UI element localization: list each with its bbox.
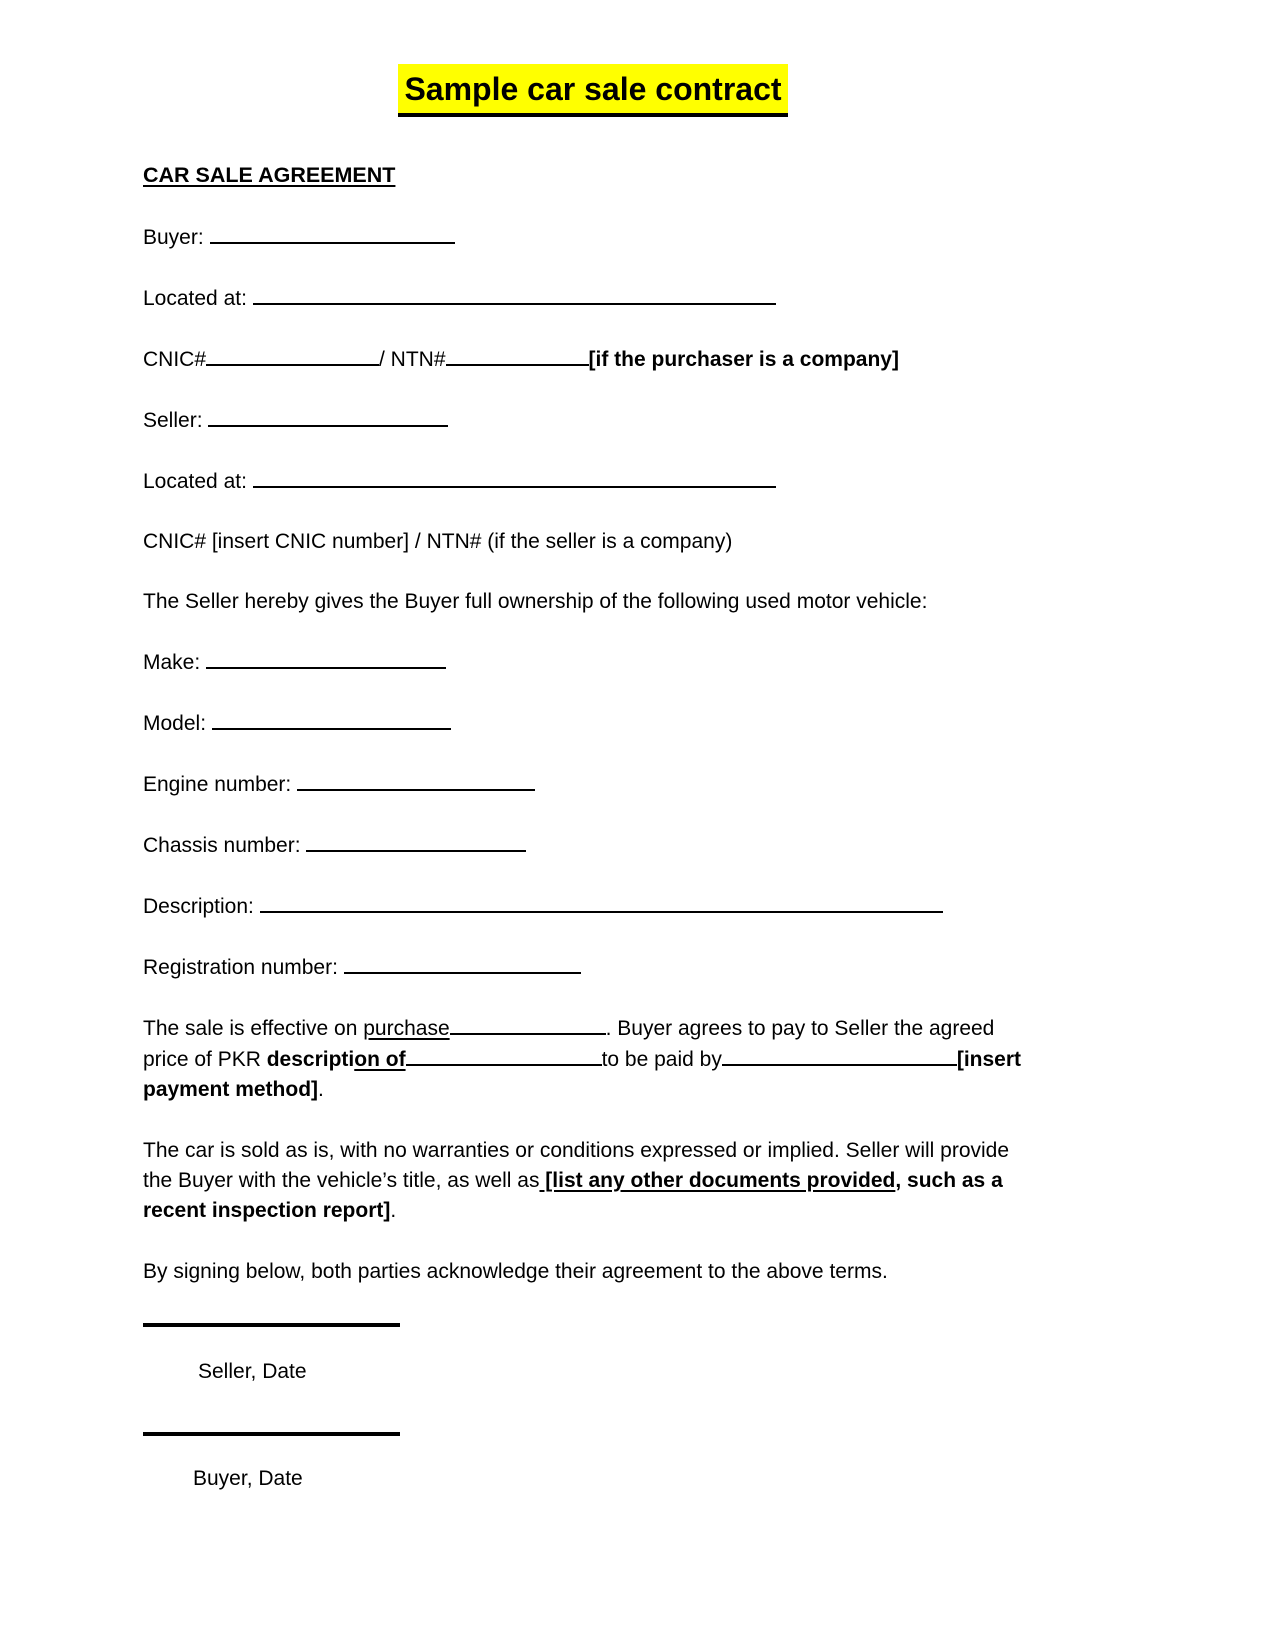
seller-signature-label: Seller, Date — [198, 1360, 307, 1383]
seller-located-blank — [253, 466, 776, 488]
buyer-blank — [210, 222, 455, 244]
make-blank — [206, 647, 446, 669]
seller-located-label: Located at: — [143, 470, 247, 493]
field-buyer-cnic — [143, 344, 1043, 375]
field-registration-number — [143, 952, 1043, 983]
chassis-label: Chassis number: — [143, 834, 301, 857]
sale-date-blank — [450, 1013, 606, 1035]
field-seller-cnic — [143, 527, 1043, 557]
field-model — [143, 708, 1043, 739]
buyer-label: Buyer: — [143, 226, 204, 249]
buyer-cnic-prefix: CNIC# — [143, 348, 207, 371]
sale-payment-blank — [722, 1044, 957, 1066]
sale-run-8: . — [318, 1078, 324, 1101]
asis-documents-placeholder: [list any other documents provided — [539, 1169, 896, 1192]
sale-terms-paragraph — [143, 1013, 1043, 1105]
engine-label: Engine number: — [143, 773, 292, 796]
description-label: Description: — [143, 895, 254, 918]
intro-line — [143, 587, 1043, 617]
field-engine-number — [143, 769, 1043, 800]
seller-label: Seller: — [143, 409, 203, 432]
field-seller — [143, 405, 1043, 436]
signing-statement: By signing below, both parties acknowledge their agreement to the above terms. — [143, 1260, 888, 1283]
seller-signature-line — [143, 1323, 400, 1327]
field-chassis-number — [143, 830, 1043, 861]
asis-run-4: . — [390, 1199, 397, 1222]
field-buyer-located — [143, 283, 1043, 314]
buyer-signature-line — [143, 1432, 400, 1436]
field-description — [143, 891, 1043, 922]
description-blank — [260, 891, 943, 913]
page-title: Sample car sale contract — [398, 64, 787, 117]
sale-effective-date-value: purchase — [363, 1017, 450, 1040]
sale-run-3: . Buyer agrees to pay to Seller the agreed price of PKR — [143, 1017, 995, 1071]
sale-price-placeholder-b: on of — [354, 1048, 406, 1071]
sale-price-placeholder-a: descripti — [266, 1048, 355, 1071]
document-body — [143, 160, 1043, 1494]
sale-payment-method-note: [insert payment method] — [143, 1048, 1022, 1101]
buyer-cnic-note: [if the purchaser is a company] — [588, 348, 899, 371]
field-buyer — [143, 222, 1043, 253]
sale-price-blank — [406, 1044, 602, 1066]
model-blank — [212, 708, 451, 730]
seller-cnic-text: CNIC# [insert CNIC number] / NTN# (if the seller is a company) — [143, 530, 733, 553]
engine-blank — [297, 769, 535, 791]
registration-label: Registration number: — [143, 956, 338, 979]
registration-blank — [344, 952, 581, 974]
buyer-located-blank — [253, 283, 776, 305]
sale-run-1: The sale is effective on — [143, 1017, 364, 1040]
title-row — [143, 64, 1043, 118]
intro-text: The Seller hereby gives the Buyer full ownership of the following used motor vehicle: — [143, 590, 928, 613]
asis-run-1: The car is sold as is, with no warranties or conditions expressed or implied. Seller will provide the Buyer with the vehicle’s title, as well as — [143, 1139, 1010, 1192]
seller-blank — [208, 405, 448, 427]
chassis-blank — [306, 830, 526, 852]
sale-run-6: to be paid by — [601, 1048, 722, 1071]
buyer-ntn-blank — [446, 344, 589, 366]
section-heading: CAR SALE AGREEMENT — [143, 163, 396, 187]
as-is-paragraph — [143, 1136, 1043, 1226]
model-label: Model: — [143, 712, 207, 735]
field-make — [143, 647, 1043, 678]
buyer-cnic-blank — [206, 344, 379, 366]
make-label: Make: — [143, 651, 201, 674]
field-seller-located — [143, 466, 1043, 497]
asis-run-3: , such as a recent inspection report] — [143, 1169, 1003, 1222]
buyer-ntn-prefix: / NTN# — [379, 348, 446, 371]
buyer-located-label: Located at: — [143, 287, 247, 310]
buyer-signature-label: Buyer, Date — [193, 1467, 303, 1490]
